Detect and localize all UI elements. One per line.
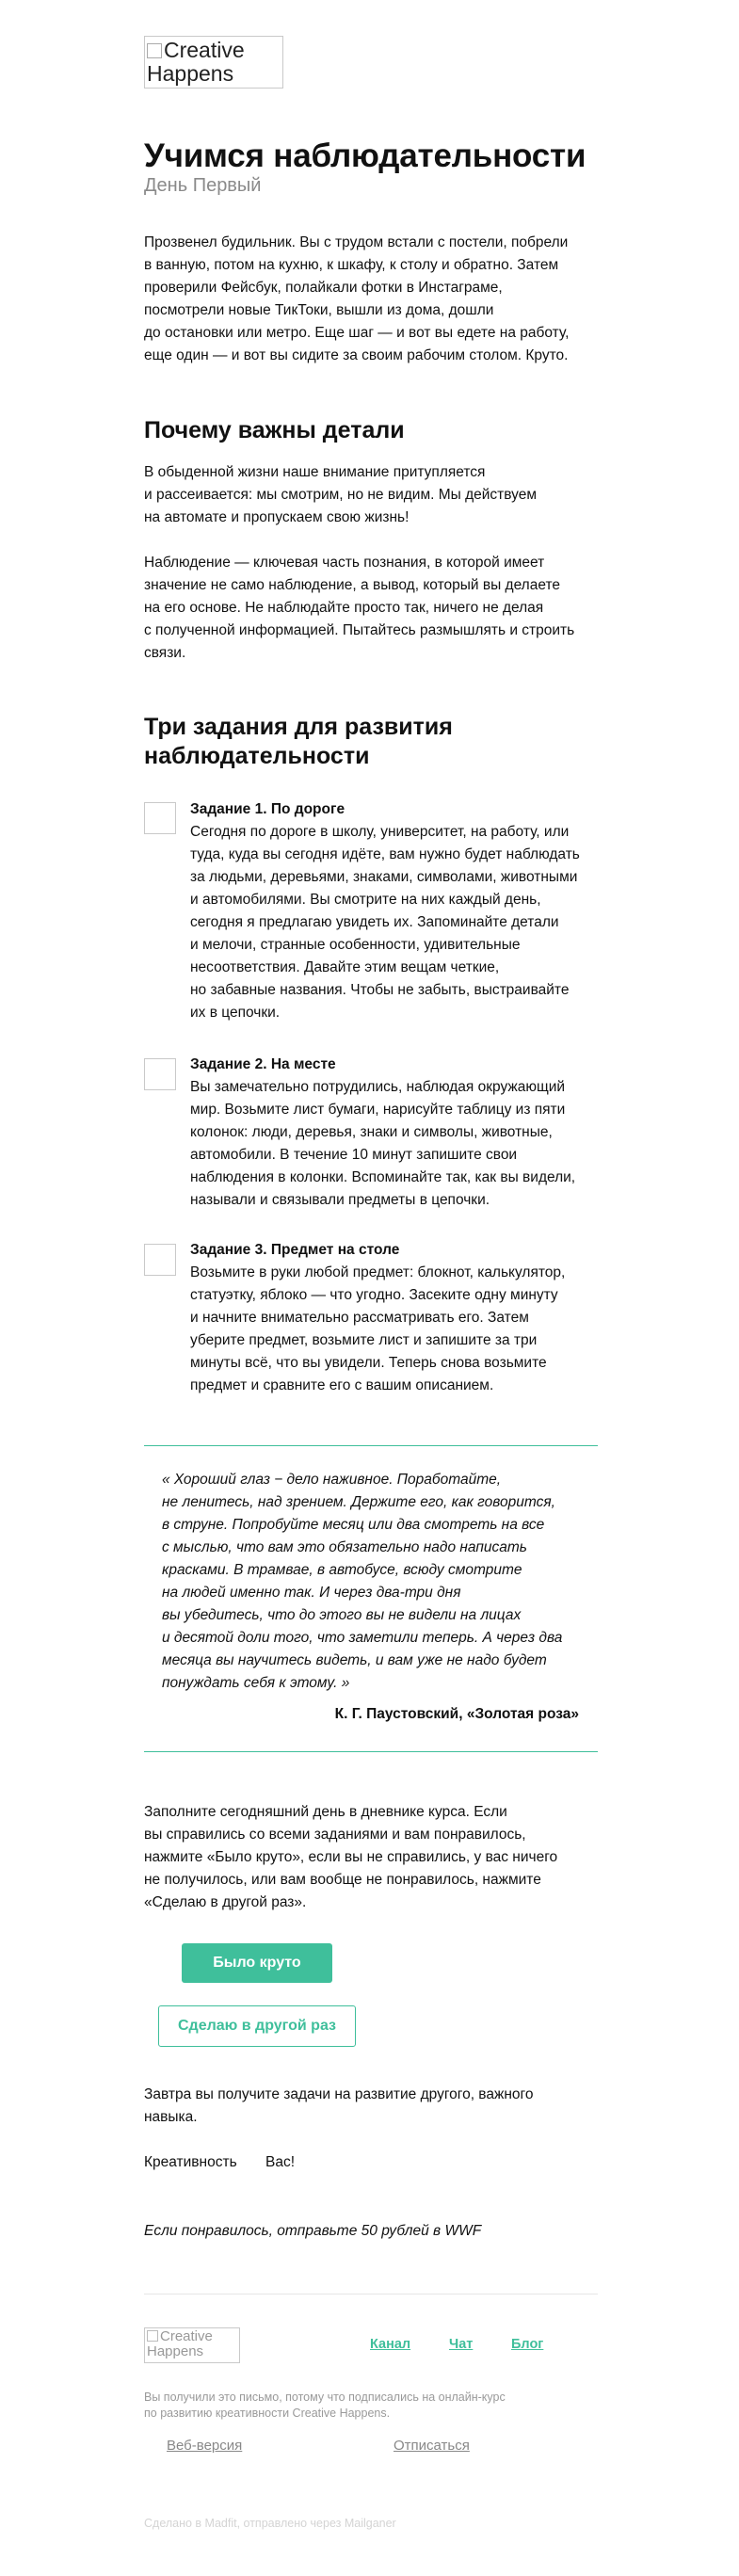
text-line: их в цепочки. [190,1005,281,1021]
text-line: Завтра вы получите задачи на развитие другого, важного [144,2086,534,2102]
text-line: автомобили. В течение 10 минут запишите свои [190,1147,518,1163]
diary-paragraph [144,1801,598,1914]
quote-author: К. Г. Паустовский, «Золотая роза» [334,1706,579,1722]
text-line: связи. [144,645,186,661]
task-title: Задание 1. По дороге [190,801,345,817]
text-line: В обыденной жизни наше внимание притупляется [144,464,486,480]
text-line: вы справились со всеми заданиями и вам понравилось, [144,1827,526,1843]
text-line: нажмите «Было круто», если вы не справились, у вас ничего [144,1849,558,1865]
broken-image-icon [147,2330,158,2342]
text-line: по развитию креативности Creative Happens. [144,2407,391,2420]
text-line: вы убедитесь, что до этого вы не видели на лицах [162,1607,522,1623]
logo-alt-text: Creative Happens [147,38,245,86]
text-line: за людьми, деревьями, знаками, символами, животными [190,869,578,885]
quote-divider-top [144,1445,598,1446]
text-line: не получилось, или вам вообще не понравилось, нажмите [144,1872,541,1888]
heading-line: наблюдательности [144,743,370,769]
text-line: понуждать себя к этому. » [162,1675,350,1691]
text-line: и мелочи, странные особенности, удивительные [190,937,521,953]
text-line: несоответствия. Давайте этим вещам четкие, [190,959,500,975]
section-heading-details: Почему важны детали [144,417,405,443]
text-line: Вы получили это письмо, потому что подписались на онлайн-курс [144,2391,506,2404]
text-line: Заполните сегодняшний день в дневнике курса. Если [144,1804,507,1820]
task-1 [190,798,598,1024]
text-line: значение не само наблюдение, а вывод, который вы делаете [144,577,560,593]
footer-link-blog[interactable]: Блог [511,2337,544,2352]
task-1-image [144,802,176,834]
text-line: с полученной информацией. Пытайтесь размышлять и строить [144,622,575,638]
text-line: навыка. [144,2109,198,2125]
footer-logo-image[interactable] [144,2327,240,2363]
heading-line: Три задания для развития [144,714,453,740]
unsubscribe-link[interactable]: Отписаться [394,2438,470,2454]
text-line: проверили Фейсбук, полайкали фотки в Инстаграме, [144,280,503,296]
text-line: Наблюдение — ключевая часть познания, в которой имеет [144,555,545,571]
text-line: и рассеивается: мы смотрим, но не видим. Мы действуем [144,487,538,503]
text-line: уберите предмет, возьмите лист и запишите за три [190,1332,538,1348]
donate-note: Если понравилось, отправьте 50 рублей в WWF [144,2223,482,2239]
text-line: красками. В трамвае, в автобусе, всюду смотрите [162,1562,522,1578]
text-line: и автомобилями. Вы смотрите на них каждый день, [190,892,541,908]
text-line: Прозвенел будильник. Вы с трудом встали с постели, побрели [144,234,569,250]
text-line: « Хороший глаз − дело наживное. Поработайте, [162,1472,502,1488]
task-2-image [144,1058,176,1090]
text-line: на автомате и пропускаем свою жизнь! [144,509,410,525]
text-line: Сегодня по дороге в школу, университет, на работу, или [190,824,570,840]
made-with-note: Сделано в Madfit, отправлено через Mailganer [144,2517,396,2530]
text-line: до остановки или метро. Еще шаг — и вот вы едете на работу, [144,325,570,341]
details-paragraph-2 [144,552,598,665]
do-later-button[interactable]: Сделаю в другой раз [158,2005,356,2047]
text-line: Вы замечательно потрудились, наблюдая окружающий [190,1079,566,1095]
text-line: колонок: люди, деревья, знаки и символы, животные, [190,1124,553,1140]
task-title: Задание 2. На месте [190,1056,336,1072]
quote-text [162,1469,582,1695]
was-cool-button[interactable]: Было круто [182,1943,332,1983]
text-line: посмотрели новые ТикТоки, вышли из дома, дошли [144,302,494,318]
text-line: на его основе. Не наблюдайте просто так, ничего не делая [144,600,544,616]
text-line: туда, куда вы сегодня идёте, вам нужно будет наблюдать [190,846,580,862]
text-line: в ванную, потом на кухню, к шкафу, к столу и обратно. Затем [144,257,559,273]
text-line: предмет и сравните его с вашим описанием. [190,1377,494,1393]
broken-image-icon [147,43,162,58]
task-2 [190,1054,598,1212]
text-line: в струне. Попробуйте месяц или два смотреть на все [162,1517,545,1533]
text-line: на людей именно так. И через два-три дня [162,1585,461,1601]
text-line: называли и связывали предметы в цепочки. [190,1192,490,1208]
text-line: «Сделаю в другой раз». [144,1894,307,1910]
footer-link-chat[interactable]: Чат [449,2337,474,2352]
subscription-notice [144,2390,598,2422]
text-line: с мыслью, что вам это обязательно надо написать [162,1539,527,1555]
page-subtitle: День Первый [144,175,262,196]
quote-divider-bottom [144,1751,598,1752]
text-line: минуты всё, что вы увидели. Теперь снова возьмите [190,1355,547,1371]
section-heading-tasks [144,713,598,771]
tomorrow-paragraph [144,2084,598,2129]
signoff-word-you: Вас! [265,2154,296,2170]
text-line: и начните внимательно рассматривать его. Затем [190,1310,529,1326]
text-line: но забавные названия. Чтобы не забыть, выстраивайте [190,982,570,998]
text-line: еще один — и вот вы сидите за своим рабочим столом. Круто. [144,347,569,363]
text-line: статуэтку, яблоко — что угодно. Засеките одну минуту [190,1287,558,1303]
web-version-link[interactable]: Веб-версия [167,2438,243,2454]
page-title: Учимся наблюдательности [144,137,586,174]
text-line: и десятой доли того, что заметили теперь. А через два [162,1630,563,1646]
task-3-image [144,1244,176,1276]
footer-link-channel[interactable]: Канал [370,2337,411,2352]
text-line: наблюдения в колонки. Вспоминайте так, как вы видели, [190,1169,576,1185]
text-line: не ленитесь, над зрением. Держите его, как говорится, [162,1494,555,1510]
task-3 [190,1239,598,1397]
intro-paragraph [144,232,598,367]
logo-image[interactable] [144,36,283,89]
text-line: Возьмите в руки любой предмет: блокнот, калькулятор, [190,1264,566,1280]
task-title: Задание 3. Предмет на столе [190,1242,400,1258]
text-line: сегодня я предлагаю увидеть их. Запоминайте детали [190,914,559,930]
details-paragraph-1 [144,461,598,529]
text-line: мир. Возьмите лист бумаги, нарисуйте таблицу из пяти [190,1102,566,1118]
signoff-word-creativity: Креативность [144,2154,237,2170]
logo-alt-text: Creative Happens [147,2328,213,2359]
text-line: месяца вы научитесь видеть, и вам уже не надо будет [162,1652,547,1668]
